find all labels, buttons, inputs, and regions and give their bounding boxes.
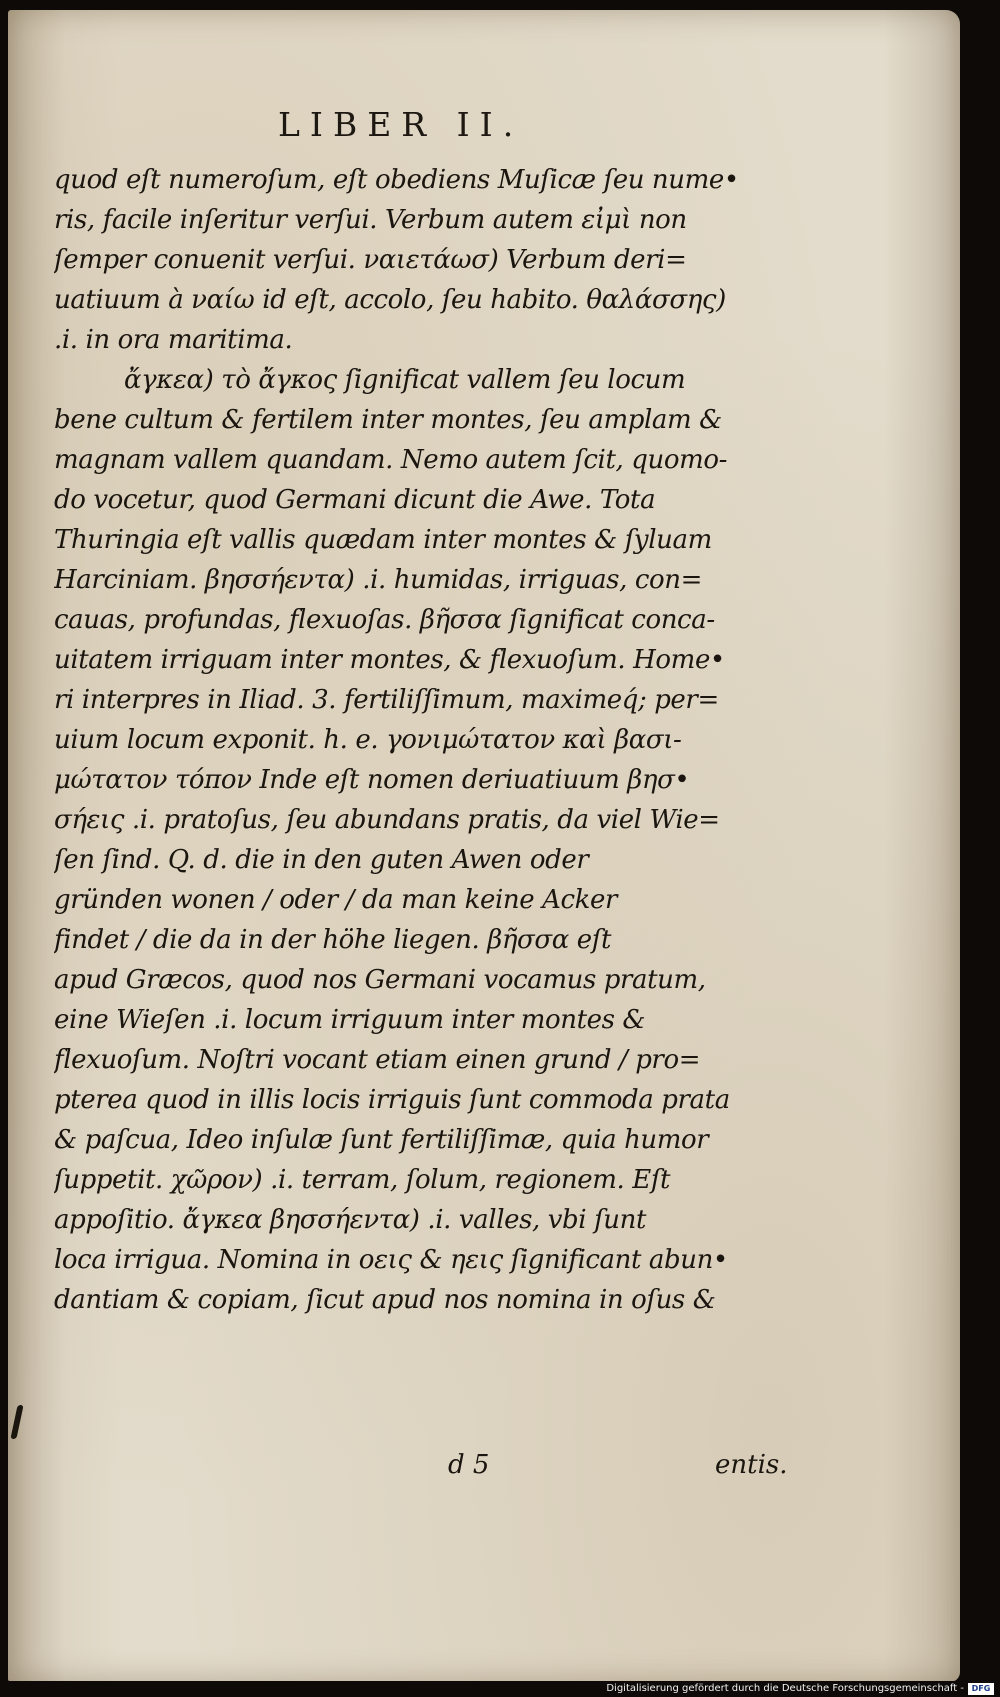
text-line: uitatem irriguam inter montes, & flexuoſum. Home• [54, 645, 725, 675]
text-block [54, 160, 794, 1320]
signature-mark: d 5 [448, 1450, 490, 1480]
text-line: ſemper conuenit verſui. ναιετάωσ) Verbum deri= [54, 245, 687, 275]
text-line: loca irrigua. Nomina in οεις & ηεις ſignificant abun• [54, 1245, 728, 1275]
text-line: ſuppetit. χῶρον) .i. terram, ſolum, regionem. Eſt [54, 1165, 671, 1195]
text-line: Harciniam. βησσήεντα) .i. humidas, irriguas, con= [54, 565, 702, 595]
text-line: pterea quod in illis locis irriguis ſunt commoda prata [54, 1085, 730, 1115]
text-line: σήεις .i. pratoſus, ſeu abundans pratis, da viel Wie= [54, 805, 720, 835]
text-line: appoſitio. ἄγκεα βησσήεντα) .i. valles, vbi ſunt [54, 1205, 647, 1235]
text-line: flexuoſum. Noſtri vocant etiam einen grund / pro= [54, 1045, 701, 1075]
text-line: & paſcua, Ideo inſulæ ſunt fertiliſſimæ, quia humor [54, 1125, 709, 1155]
text-line: .i. in ora maritima. [54, 325, 293, 355]
text-line: magnam vallem quandam. Nemo autem ſcit, quomo- [54, 445, 727, 475]
text-line: uatiuum à ναίω id eſt, accolo, ſeu habito. θαλάσσης) [54, 285, 726, 315]
text-line: apud Græcos, quod nos Germani vocamus pratum, [54, 965, 706, 995]
text-line: quod eſt numeroſum, eſt obediens Muſicæ ſeu nume• [54, 165, 739, 195]
text-line: findet / die da in der höhe liegen. βῆσσα eſt [54, 925, 612, 955]
text-line: ris, facile inſeritur verſui. Verbum autem εἰμὶ non [54, 205, 687, 235]
text-line: eine Wieſen .i. locum irriguum inter montes & [54, 1005, 646, 1035]
text-line: μώτατον τόπον Inde eſt nomen deriuatiuum βησ• [54, 765, 690, 795]
text-line: cauas, profundas, flexuoſas. βῆσσα ſignificat conca- [54, 605, 715, 635]
running-head: LIBER II. [278, 105, 524, 144]
text-line: ἄγκεα) τὸ ἄγκος ſignificat vallem ſeu locum [124, 365, 686, 395]
funding-credit: Digitalisierung gefördert durch die Deutsche Forschungsgemeinschaft - [606, 1683, 964, 1694]
text-line: ri interpres in Iliad. 3. fertiliſſimum, maximeq́; per= [54, 685, 719, 715]
text-line: gründen wonen / oder / da man keine Acker [54, 885, 618, 915]
text-line: dantiam & copiam, ſicut apud nos nomina in oſus & [54, 1285, 716, 1315]
book-page [8, 10, 960, 1682]
text-line: bene cultum & fertilem inter montes, ſeu amplam & [54, 405, 722, 435]
margin-ink-mark [10, 1405, 23, 1439]
text-line: do vocetur, quod Germani dicunt die Awe. Tota [54, 485, 656, 515]
text-line: uium locum exponit. h. e. γονιμώτατον καὶ βασι- [54, 725, 682, 755]
text-line: Thuringia eſt vallis quædam inter montes & ſyluam [54, 525, 712, 555]
catchword: entis. [715, 1450, 788, 1480]
dfg-logo: DFG [968, 1683, 994, 1695]
text-line: ſen ſind. Q. d. die in den guten Awen oder [54, 845, 589, 875]
